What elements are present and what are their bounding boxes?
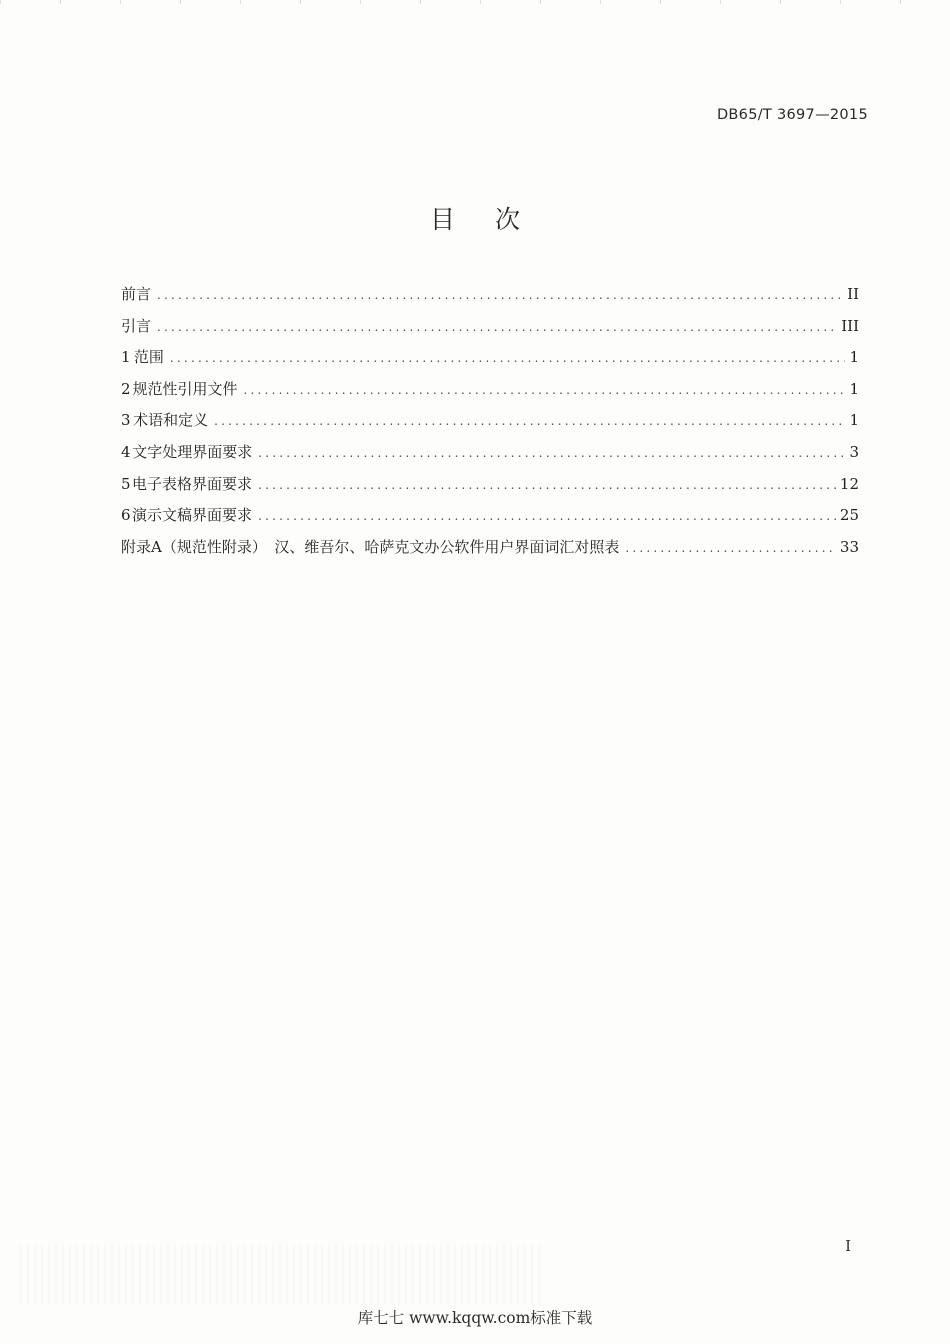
toc-leader-dots bbox=[258, 502, 836, 530]
toc-entry-number: 5 bbox=[121, 474, 131, 493]
footer-watermark: 库七七 www.kqqw.com标准下载 bbox=[357, 1309, 593, 1327]
toc-entry-number: 4 bbox=[121, 442, 131, 461]
table-of-contents bbox=[121, 280, 859, 564]
toc-entry[interactable] bbox=[121, 312, 859, 344]
toc-entry-page: 3 bbox=[849, 442, 859, 461]
toc-entry-label: 规范性引用文件 bbox=[132, 379, 238, 398]
scan-edge bbox=[0, 0, 950, 4]
toc-leader-dots bbox=[157, 281, 843, 309]
toc-entry[interactable] bbox=[121, 343, 859, 375]
toc-entry-label: 前言 bbox=[121, 285, 152, 303]
page-number: I bbox=[845, 1237, 851, 1255]
toc-entry[interactable] bbox=[121, 280, 859, 312]
toc-entry[interactable] bbox=[121, 501, 859, 533]
page-title: 目次 bbox=[429, 205, 560, 234]
scan-artifact bbox=[20, 1245, 540, 1305]
toc-entry-page: 25 bbox=[839, 506, 859, 525]
toc-entry-page: II bbox=[847, 285, 859, 303]
toc-leader-dots bbox=[625, 534, 836, 562]
toc-entry[interactable] bbox=[121, 406, 859, 438]
toc-entry-page: 1 bbox=[849, 379, 859, 398]
toc-entry-label: 附录A（规范性附录） 汉、维吾尔、哈萨克文办公软件用户界面词汇对照表 bbox=[121, 537, 620, 556]
toc-entry-number: 2 bbox=[121, 379, 131, 398]
toc-entry-label: 电子表格界面要求 bbox=[132, 474, 253, 493]
toc-entry-label: 范围 bbox=[133, 348, 164, 367]
toc-entry-number: 6 bbox=[121, 506, 131, 525]
toc-leader-dots bbox=[258, 471, 836, 499]
toc-entry-label: 演示文稿界面要求 bbox=[132, 506, 253, 525]
toc-entry[interactable] bbox=[121, 375, 859, 407]
toc-entry-label: 引言 bbox=[121, 316, 152, 335]
toc-entry-label: 文字处理界面要求 bbox=[132, 442, 253, 461]
standard-number: DB65/T 3697—2015 bbox=[716, 107, 868, 123]
toc-leader-dots bbox=[157, 313, 837, 341]
toc-entry-label: 术语和定义 bbox=[133, 411, 209, 430]
toc-entry-number: 3 bbox=[121, 411, 131, 430]
toc-entry-page: III bbox=[841, 316, 859, 335]
toc-entry[interactable] bbox=[121, 438, 859, 470]
toc-entry-appendix[interactable] bbox=[121, 533, 859, 565]
toc-entry-page: 1 bbox=[849, 411, 859, 430]
toc-entry[interactable] bbox=[121, 470, 859, 502]
toc-leader-dots bbox=[214, 407, 845, 435]
toc-entry-page: 1 bbox=[849, 348, 859, 367]
toc-leader-dots bbox=[258, 439, 845, 467]
toc-entry-number: 1 bbox=[121, 348, 131, 367]
toc-leader-dots bbox=[244, 376, 845, 404]
toc-leader-dots bbox=[170, 344, 845, 372]
toc-entry-page: 12 bbox=[839, 474, 859, 493]
toc-entry-page: 33 bbox=[839, 537, 859, 556]
